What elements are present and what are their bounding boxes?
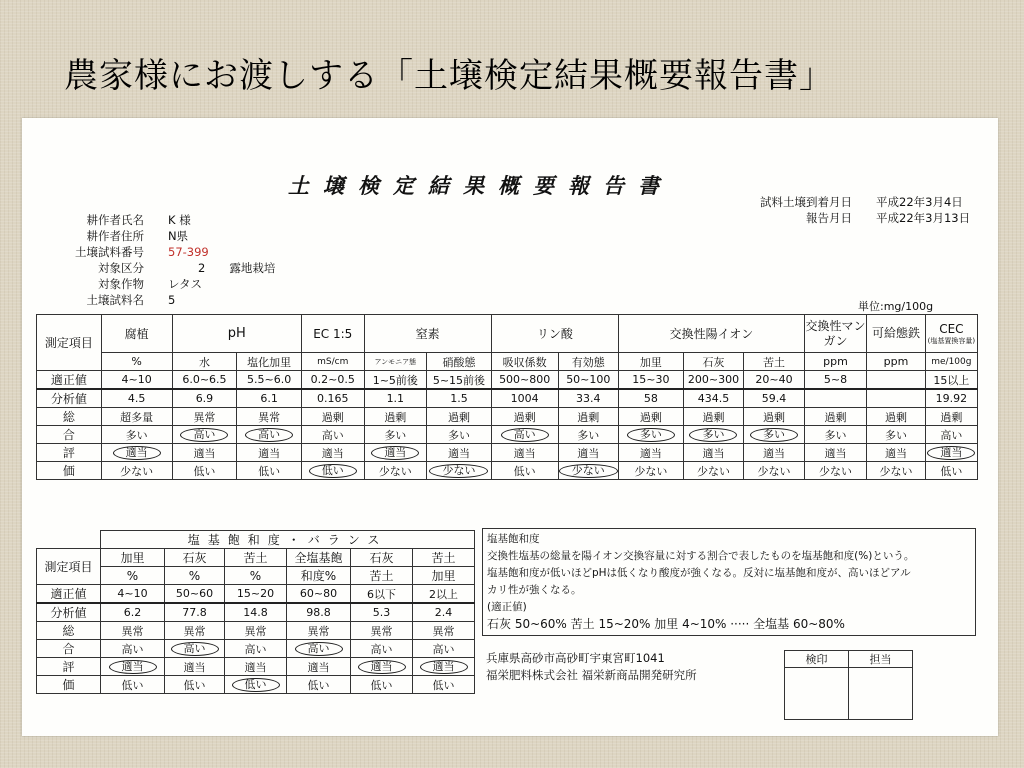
circled-eval: 適当 bbox=[358, 660, 406, 674]
optimal-value: 5~8 bbox=[804, 371, 867, 390]
eval-cell: 適当 bbox=[619, 444, 684, 462]
inspect-stamp-area bbox=[785, 668, 849, 720]
group-header: pH bbox=[172, 315, 301, 353]
base-saturation-explanation bbox=[482, 528, 976, 636]
eval-label: 評 bbox=[37, 658, 101, 676]
analysis-value: 59.4 bbox=[744, 389, 805, 408]
eval-cell bbox=[427, 462, 492, 480]
eval-label: 総 bbox=[37, 408, 102, 426]
analysis-value bbox=[867, 389, 925, 408]
eval-cell: 少ない bbox=[619, 462, 684, 480]
eval-cell bbox=[925, 444, 977, 462]
eval-cell bbox=[558, 462, 619, 480]
analysis-value: 19.92 bbox=[925, 389, 977, 408]
eval-cell: 多い bbox=[804, 426, 867, 444]
eval-cell: 適当 bbox=[558, 444, 619, 462]
eval-cell: 異常 bbox=[287, 622, 351, 640]
eval-cell bbox=[225, 676, 287, 694]
optimal-value: 5.5~6.0 bbox=[237, 371, 302, 390]
eval-cell: 低い bbox=[287, 676, 351, 694]
eval-cell: 過剰 bbox=[427, 408, 492, 426]
eval-cell: 低い bbox=[101, 676, 165, 694]
eval-cell bbox=[165, 640, 225, 658]
eval-cell: 多い bbox=[364, 426, 427, 444]
eval-cell: 異常 bbox=[237, 408, 302, 426]
eval-cell: 高い bbox=[413, 640, 475, 658]
optimal-value: 50~60 bbox=[165, 585, 225, 604]
analysis-value: 5.3 bbox=[351, 603, 413, 622]
soil-analysis-table bbox=[36, 314, 978, 480]
eval-cell: 適当 bbox=[491, 444, 558, 462]
analysis-value: 77.8 bbox=[165, 603, 225, 622]
analysis-value bbox=[804, 389, 867, 408]
balance-sub-header: 加里 bbox=[413, 567, 475, 585]
info-value: N県 bbox=[168, 229, 189, 243]
circled-eval: 少ない bbox=[429, 464, 488, 478]
sub-header: 吸収係数 bbox=[491, 353, 558, 371]
eval-cell: 高い bbox=[925, 426, 977, 444]
optimal-value: 4~10 bbox=[101, 585, 165, 604]
eval-cell bbox=[287, 640, 351, 658]
analysis-value: 6.2 bbox=[101, 603, 165, 622]
balance-sub-header: 苦土 bbox=[351, 567, 413, 585]
eval-cell: 少ない bbox=[101, 462, 172, 480]
eval-cell: 異常 bbox=[413, 622, 475, 640]
analysis-value: 434.5 bbox=[683, 389, 744, 408]
explain-line: 交換性塩基の総量を陽イオン交換容量に対する割合で表したものを塩基飽和度(%)という。 bbox=[487, 550, 915, 562]
balance-sub-header: % bbox=[101, 567, 165, 585]
eval-cell: 異常 bbox=[351, 622, 413, 640]
eval-label: 価 bbox=[37, 462, 102, 480]
eval-cell: 適当 bbox=[744, 444, 805, 462]
eval-cell bbox=[683, 426, 744, 444]
address-line: 兵庫県高砂市高砂町宇東宮町1041 bbox=[486, 651, 665, 665]
eval-cell: 高い bbox=[351, 640, 413, 658]
analysis-value: 2.4 bbox=[413, 603, 475, 622]
eval-cell: 異常 bbox=[165, 622, 225, 640]
eval-cell: 多い bbox=[427, 426, 492, 444]
optimal-value: 5~15前後 bbox=[427, 371, 492, 390]
balance-sub-header: % bbox=[165, 567, 225, 585]
optimal-value: 50~100 bbox=[558, 371, 619, 390]
explain-heading: 塩基飽和度 bbox=[487, 533, 540, 545]
company-address bbox=[486, 650, 697, 684]
item-label: 測定項目 bbox=[37, 315, 102, 371]
eval-cell bbox=[364, 444, 427, 462]
circled-eval: 多い bbox=[750, 428, 798, 442]
info-label: 耕作者氏名 bbox=[86, 213, 144, 227]
optimal-value: 4~10 bbox=[101, 371, 172, 390]
sub-header: mS/cm bbox=[301, 353, 364, 371]
eval-cell: 低い bbox=[491, 462, 558, 480]
group-header: 交換性陽イオン bbox=[619, 315, 805, 353]
cec-header bbox=[925, 315, 977, 353]
group-header: 窒素 bbox=[364, 315, 491, 353]
optimal-value: 6.0~6.5 bbox=[172, 371, 237, 390]
eval-cell: 超多量 bbox=[101, 408, 172, 426]
eval-cell: 低い bbox=[172, 462, 237, 480]
eval-cell: 高い bbox=[225, 640, 287, 658]
stamp-box bbox=[784, 650, 913, 720]
eval-cell bbox=[101, 444, 172, 462]
analysis-value: 1004 bbox=[491, 389, 558, 408]
info-value: 5 bbox=[168, 293, 176, 307]
eval-cell: 適当 bbox=[867, 444, 925, 462]
sub-header: % bbox=[101, 353, 172, 371]
eval-cell bbox=[351, 658, 413, 676]
balance-sub-header: % bbox=[225, 567, 287, 585]
circled-eval: 高い bbox=[295, 642, 343, 656]
eval-cell: 過剰 bbox=[491, 408, 558, 426]
eval-cell: 低い bbox=[925, 462, 977, 480]
group-header: 腐植 bbox=[101, 315, 172, 353]
charge-stamp-label: 担当 bbox=[849, 651, 913, 668]
eval-cell bbox=[172, 426, 237, 444]
analysis-value: 98.8 bbox=[287, 603, 351, 622]
eval-cell: 低い bbox=[165, 676, 225, 694]
eval-cell: 低い bbox=[413, 676, 475, 694]
eval-cell: 低い bbox=[237, 462, 302, 480]
optimal-value: 200~300 bbox=[683, 371, 744, 390]
balance-header: 苦土 bbox=[413, 549, 475, 567]
balance-title: 塩基飽和度・バランス bbox=[101, 531, 475, 549]
circled-eval: 適当 bbox=[420, 660, 468, 674]
sub-header: me/100g bbox=[925, 353, 977, 371]
row-label: 分析値 bbox=[37, 603, 101, 622]
info-value: 2 bbox=[198, 261, 206, 275]
item-label: 測定項目 bbox=[37, 549, 101, 585]
eval-cell bbox=[237, 426, 302, 444]
eval-cell: 適当 bbox=[287, 658, 351, 676]
cultivation-type: 露地栽培 bbox=[229, 261, 276, 275]
analysis-value: 33.4 bbox=[558, 389, 619, 408]
slide-title: 農家様にお渡しする「土壌検定結果概要報告書」 bbox=[64, 56, 834, 96]
row-label: 適正値 bbox=[37, 585, 101, 604]
analysis-value: 6.9 bbox=[172, 389, 237, 408]
optimal-value: 1~5前後 bbox=[364, 371, 427, 390]
info-value: レタス bbox=[168, 277, 203, 291]
analysis-value: 58 bbox=[619, 389, 684, 408]
sub-header: 石灰 bbox=[683, 353, 744, 371]
sub-header: ppm bbox=[804, 353, 867, 371]
sub-header: ppm bbox=[867, 353, 925, 371]
eval-cell: 少ない bbox=[364, 462, 427, 480]
cec-note: (塩基置換容量) bbox=[927, 336, 976, 345]
report-title: 土壌検定結果概要報告書 bbox=[288, 173, 673, 198]
eval-label: 価 bbox=[37, 676, 101, 694]
analysis-value: 14.8 bbox=[225, 603, 287, 622]
eval-cell: 過剰 bbox=[804, 408, 867, 426]
eval-label: 評 bbox=[37, 444, 102, 462]
info-label: 対象作物 bbox=[98, 277, 144, 291]
farmer-info bbox=[36, 212, 275, 308]
eval-cell: 過剰 bbox=[364, 408, 427, 426]
analysis-value: 6.1 bbox=[237, 389, 302, 408]
eval-cell: 異常 bbox=[101, 622, 165, 640]
balance-sub-header: 和度% bbox=[287, 567, 351, 585]
inspect-stamp-label: 検印 bbox=[785, 651, 849, 668]
eval-cell bbox=[744, 426, 805, 444]
info-label: 対象区分 bbox=[98, 261, 144, 275]
eval-cell: 過剰 bbox=[744, 408, 805, 426]
eval-cell: 多い bbox=[558, 426, 619, 444]
analysis-value: 0.165 bbox=[301, 389, 364, 408]
eval-cell: 過剰 bbox=[301, 408, 364, 426]
circled-eval: 高い bbox=[171, 642, 219, 656]
optimal-value bbox=[867, 371, 925, 390]
group-header: 交換性マンガン bbox=[804, 315, 867, 353]
optimal-value: 20~40 bbox=[744, 371, 805, 390]
explain-line: カリ性が強くなる。 bbox=[487, 584, 582, 596]
circled-eval: 適当 bbox=[109, 660, 157, 674]
eval-cell: 高い bbox=[101, 640, 165, 658]
info-label: 土壌試料番号 bbox=[75, 245, 144, 259]
row-label: 分析値 bbox=[37, 389, 102, 408]
info-label: 耕作者住所 bbox=[86, 229, 144, 243]
date-label: 試料土壌到着月日 bbox=[760, 195, 852, 209]
eval-cell: 適当 bbox=[165, 658, 225, 676]
eval-cell bbox=[301, 462, 364, 480]
optimal-value: 6以下 bbox=[351, 585, 413, 604]
circled-eval: 適当 bbox=[371, 446, 419, 460]
eval-cell: 少ない bbox=[867, 462, 925, 480]
eval-cell bbox=[413, 658, 475, 676]
group-header: 可給態鉄 bbox=[867, 315, 925, 353]
group-header: CEC bbox=[939, 321, 964, 336]
balance-header: 石灰 bbox=[165, 549, 225, 567]
eval-cell: 高い bbox=[301, 426, 364, 444]
sub-header: 有効態 bbox=[558, 353, 619, 371]
optimal-value: 0.2~0.5 bbox=[301, 371, 364, 390]
eval-label: 合 bbox=[37, 426, 102, 444]
unit-label: 単位:mg/100g bbox=[858, 300, 934, 313]
group-header: EC 1:5 bbox=[301, 315, 364, 353]
charge-stamp-area bbox=[849, 668, 913, 720]
balance-header: 加里 bbox=[101, 549, 165, 567]
explain-line: (適正値) bbox=[487, 601, 527, 613]
circled-eval: 適当 bbox=[113, 446, 161, 460]
circled-eval: 低い bbox=[309, 464, 357, 478]
date-value: 平成22年3月13日 bbox=[876, 211, 971, 225]
base-saturation-table bbox=[36, 530, 475, 694]
eval-label: 合 bbox=[37, 640, 101, 658]
eval-cell: 適当 bbox=[237, 444, 302, 462]
eval-cell: 適当 bbox=[683, 444, 744, 462]
eval-cell: 少ない bbox=[683, 462, 744, 480]
eval-cell: 過剰 bbox=[925, 408, 977, 426]
circled-eval: 多い bbox=[689, 428, 737, 442]
eval-cell: 少ない bbox=[804, 462, 867, 480]
optimal-value: 2以上 bbox=[413, 585, 475, 604]
optimal-value: 15~20 bbox=[225, 585, 287, 604]
circled-eval: 高い bbox=[245, 428, 293, 442]
eval-label: 総 bbox=[37, 622, 101, 640]
eval-cell: 過剰 bbox=[619, 408, 684, 426]
eval-cell: 異常 bbox=[172, 408, 237, 426]
info-label: 土壌試料名 bbox=[86, 293, 144, 307]
optimal-value: 60~80 bbox=[287, 585, 351, 604]
date-value: 平成22年3月4日 bbox=[876, 195, 963, 209]
optimal-value: 500~800 bbox=[491, 371, 558, 390]
explain-line: 石灰 50~60% 苦土 15~20% 加里 4~10% ····· 全塩基 60~80% bbox=[487, 617, 845, 631]
eval-cell: 多い bbox=[867, 426, 925, 444]
eval-cell bbox=[619, 426, 684, 444]
sub-header: 加里 bbox=[619, 353, 684, 371]
circled-eval: 低い bbox=[232, 678, 280, 692]
eval-cell: 適当 bbox=[427, 444, 492, 462]
eval-cell: 異常 bbox=[225, 622, 287, 640]
sub-header: 硝酸態 bbox=[427, 353, 492, 371]
eval-cell bbox=[101, 658, 165, 676]
row-label: 適正値 bbox=[37, 371, 102, 390]
circled-eval: 多い bbox=[627, 428, 675, 442]
eval-cell: 多い bbox=[101, 426, 172, 444]
eval-cell: 適当 bbox=[172, 444, 237, 462]
explain-line: 塩基飽和度が低いほどpHは低くなり酸度が強くなる。反対に塩基飽和度が、高いほどアル bbox=[487, 567, 911, 579]
sub-header: 塩化加里 bbox=[237, 353, 302, 371]
analysis-value: 1.1 bbox=[364, 389, 427, 408]
info-value: K 様 bbox=[168, 213, 191, 227]
circled-eval: 適当 bbox=[927, 446, 975, 460]
balance-header: 苦土 bbox=[225, 549, 287, 567]
circled-eval: 高い bbox=[501, 428, 549, 442]
eval-cell: 少ない bbox=[744, 462, 805, 480]
balance-header: 全塩基飽 bbox=[287, 549, 351, 567]
analysis-value: 1.5 bbox=[427, 389, 492, 408]
date-label: 報告月日 bbox=[806, 211, 852, 225]
eval-cell: 適当 bbox=[301, 444, 364, 462]
eval-cell: 過剰 bbox=[683, 408, 744, 426]
optimal-value: 15以上 bbox=[925, 371, 977, 390]
scanned-report bbox=[22, 118, 998, 736]
eval-cell: 適当 bbox=[225, 658, 287, 676]
eval-cell: 過剰 bbox=[867, 408, 925, 426]
company-name: 福栄肥料株式会社 福栄新商品開発研究所 bbox=[486, 668, 697, 682]
sub-header: 苦土 bbox=[744, 353, 805, 371]
eval-cell: 低い bbox=[351, 676, 413, 694]
circled-eval: 少ない bbox=[559, 464, 618, 478]
group-header: リン酸 bbox=[491, 315, 618, 353]
circled-eval: 高い bbox=[180, 428, 228, 442]
balance-header: 石灰 bbox=[351, 549, 413, 567]
optimal-value: 15~30 bbox=[619, 371, 684, 390]
analysis-value: 4.5 bbox=[101, 389, 172, 408]
sub-header: アンモニア態 bbox=[364, 353, 427, 371]
eval-cell: 過剰 bbox=[558, 408, 619, 426]
report-dates bbox=[734, 194, 970, 226]
eval-cell: 適当 bbox=[804, 444, 867, 462]
sample-number: 57-399 bbox=[168, 245, 209, 259]
sub-header: 水 bbox=[172, 353, 237, 371]
eval-cell bbox=[491, 426, 558, 444]
